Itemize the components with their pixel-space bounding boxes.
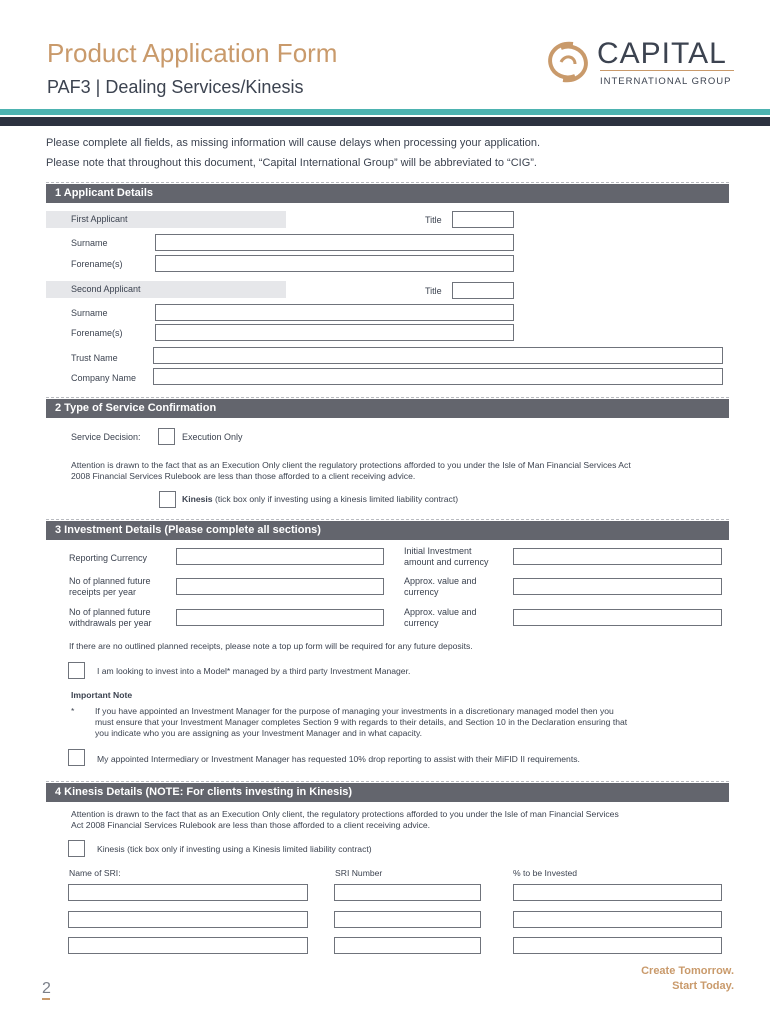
sri-name-header: Name of SRI: xyxy=(69,868,121,878)
sri-number-input-3[interactable] xyxy=(334,937,481,954)
first-applicant-surname-input[interactable] xyxy=(155,234,514,251)
kinesis-details-checkbox[interactable] xyxy=(68,840,85,857)
sri-number-header: SRI Number xyxy=(335,868,383,878)
section-2-title: 2 Type of Service Confirmation xyxy=(55,402,217,414)
model-checkbox[interactable] xyxy=(68,662,85,679)
title-label-2: Title xyxy=(425,286,442,296)
second-applicant-label: Second Applicant xyxy=(46,281,286,298)
planned-withdrawals-input[interactable] xyxy=(176,609,384,626)
intro-line-1: Please complete all fields, as missing information will cause delays when processing your application. xyxy=(46,137,541,149)
second-applicant-forenames-input[interactable] xyxy=(155,324,514,341)
important-note-text: If you have appointed an Investment Manager for the purpose of managing your investments in a discretionary managed model then you must ensure that your Investment Manager completes Section 9 with regards to their details, and Section 10 in the Declaration ensuring that you indicate who you are assigning as your Investment Manager and in what capacity. xyxy=(95,706,628,738)
kinesis-checkbox[interactable] xyxy=(159,491,176,508)
trust-name-label: Trust Name xyxy=(71,353,118,363)
sri-number-input-1[interactable] xyxy=(334,884,481,901)
model-option-label: I am looking to invest into a Model* managed by a third party Investment Manager. xyxy=(97,666,411,676)
execution-only-checkbox[interactable] xyxy=(158,428,175,445)
page-title: Product Application Form xyxy=(47,38,338,68)
percent-input-3[interactable] xyxy=(513,937,722,954)
second-applicant-surname-input[interactable] xyxy=(155,304,514,321)
surname-label-1: Surname xyxy=(71,238,108,248)
logo-group: INTERNATIONAL GROUP xyxy=(600,76,732,87)
section-4-attention: Attention is drawn to the fact that as an Execution Only client, the regulatory protections afforded to you under the Isle of man Financial Services Act 2008 Financial Services Rulebook are less than those afforded to a client receiving advice. xyxy=(71,809,619,830)
section-2-header xyxy=(46,399,729,418)
receipts-approx-input[interactable] xyxy=(513,578,722,595)
withdrawals-approx-label: Approx. value and currency xyxy=(404,607,477,628)
page-number: 2 xyxy=(42,980,51,997)
execution-only-label: Execution Only xyxy=(182,432,243,442)
service-decision-label: Service Decision: xyxy=(71,432,141,442)
trust-name-input[interactable] xyxy=(153,347,723,364)
forenames-label-2: Forename(s) xyxy=(71,328,123,338)
asterisk-marker: * xyxy=(71,706,75,716)
planned-withdrawals-label: No of planned future withdrawals per year xyxy=(69,607,152,628)
first-applicant-label: First Applicant xyxy=(46,211,286,228)
drop-reporting-checkbox[interactable] xyxy=(68,749,85,766)
section-2-attention: Attention is drawn to the fact that as an Execution Only client the regulatory protections afforded to you under the Isle of Man Financial Services Act 2008 Financial Services Rulebook are less than those afforded to a client receiving advice. xyxy=(71,460,631,481)
initial-investment-input[interactable] xyxy=(513,548,722,565)
second-applicant-title-input[interactable] xyxy=(452,282,514,299)
logo-divider xyxy=(600,70,734,71)
intro-line-2: Please note that throughout this document, “Capital International Group” will be abbreviated to “CIG”. xyxy=(46,157,537,169)
first-applicant-forenames-input[interactable] xyxy=(155,255,514,272)
top-up-note: If there are no outlined planned receipts, please note a top up form will be required for any future deposits. xyxy=(69,641,473,651)
receipts-approx-label: Approx. value and currency xyxy=(404,576,477,597)
percent-input-2[interactable] xyxy=(513,911,722,928)
section-3-header xyxy=(46,521,729,540)
surname-label-2: Surname xyxy=(71,308,108,318)
forenames-label-1: Forename(s) xyxy=(71,259,123,269)
logo-name: CAPITAL xyxy=(597,37,727,70)
kinesis-label: Kinesis (tick box only if investing using a kinesis limited liability contract) xyxy=(182,494,459,504)
title-label-1: Title xyxy=(425,215,442,225)
kinesis-details-label: Kinesis (tick box only if investing using a Kinesis limited liability contract) xyxy=(97,844,372,854)
sri-name-input-3[interactable] xyxy=(68,937,308,954)
withdrawals-approx-input[interactable] xyxy=(513,609,722,626)
page-number-underline xyxy=(42,998,50,1000)
percent-invested-header: % to be Invested xyxy=(513,868,578,878)
section-3-title: 3 Investment Details (Please complete all sections) xyxy=(55,524,321,536)
section-4-title: 4 Kinesis Details (NOTE: For clients investing in Kinesis) xyxy=(55,786,353,798)
header-band-navy xyxy=(0,117,770,126)
section-1-header xyxy=(46,184,729,203)
page-subtitle: PAF3 | Dealing Services/Kinesis xyxy=(47,77,304,97)
company-name-input[interactable] xyxy=(153,368,723,385)
important-note-heading: Important Note xyxy=(71,690,133,700)
header-band-teal xyxy=(0,109,770,115)
sri-name-input-2[interactable] xyxy=(68,911,308,928)
section-1-title: 1 Applicant Details xyxy=(55,187,154,199)
drop-reporting-label: My appointed Intermediary or Investment Manager has requested 10% drop reporting to assist with their MiFID II requirements. xyxy=(97,754,580,764)
tagline-line-2: Start Today. xyxy=(672,980,734,992)
percent-input-1[interactable] xyxy=(513,884,722,901)
sri-number-input-2[interactable] xyxy=(334,911,481,928)
section-4-header xyxy=(46,783,729,802)
reporting-currency-label: Reporting Currency xyxy=(69,553,148,563)
tagline-line-1: Create Tomorrow. xyxy=(641,965,734,977)
planned-receipts-label: No of planned future receipts per year xyxy=(69,576,151,597)
planned-receipts-input[interactable] xyxy=(176,578,384,595)
reporting-currency-input[interactable] xyxy=(176,548,384,565)
sri-name-input-1[interactable] xyxy=(68,884,308,901)
capital-logo-icon xyxy=(543,40,593,84)
initial-investment-label: Initial Investment amount and currency xyxy=(404,546,489,567)
first-applicant-title-input[interactable] xyxy=(452,211,514,228)
company-name-label: Company Name xyxy=(71,373,137,383)
